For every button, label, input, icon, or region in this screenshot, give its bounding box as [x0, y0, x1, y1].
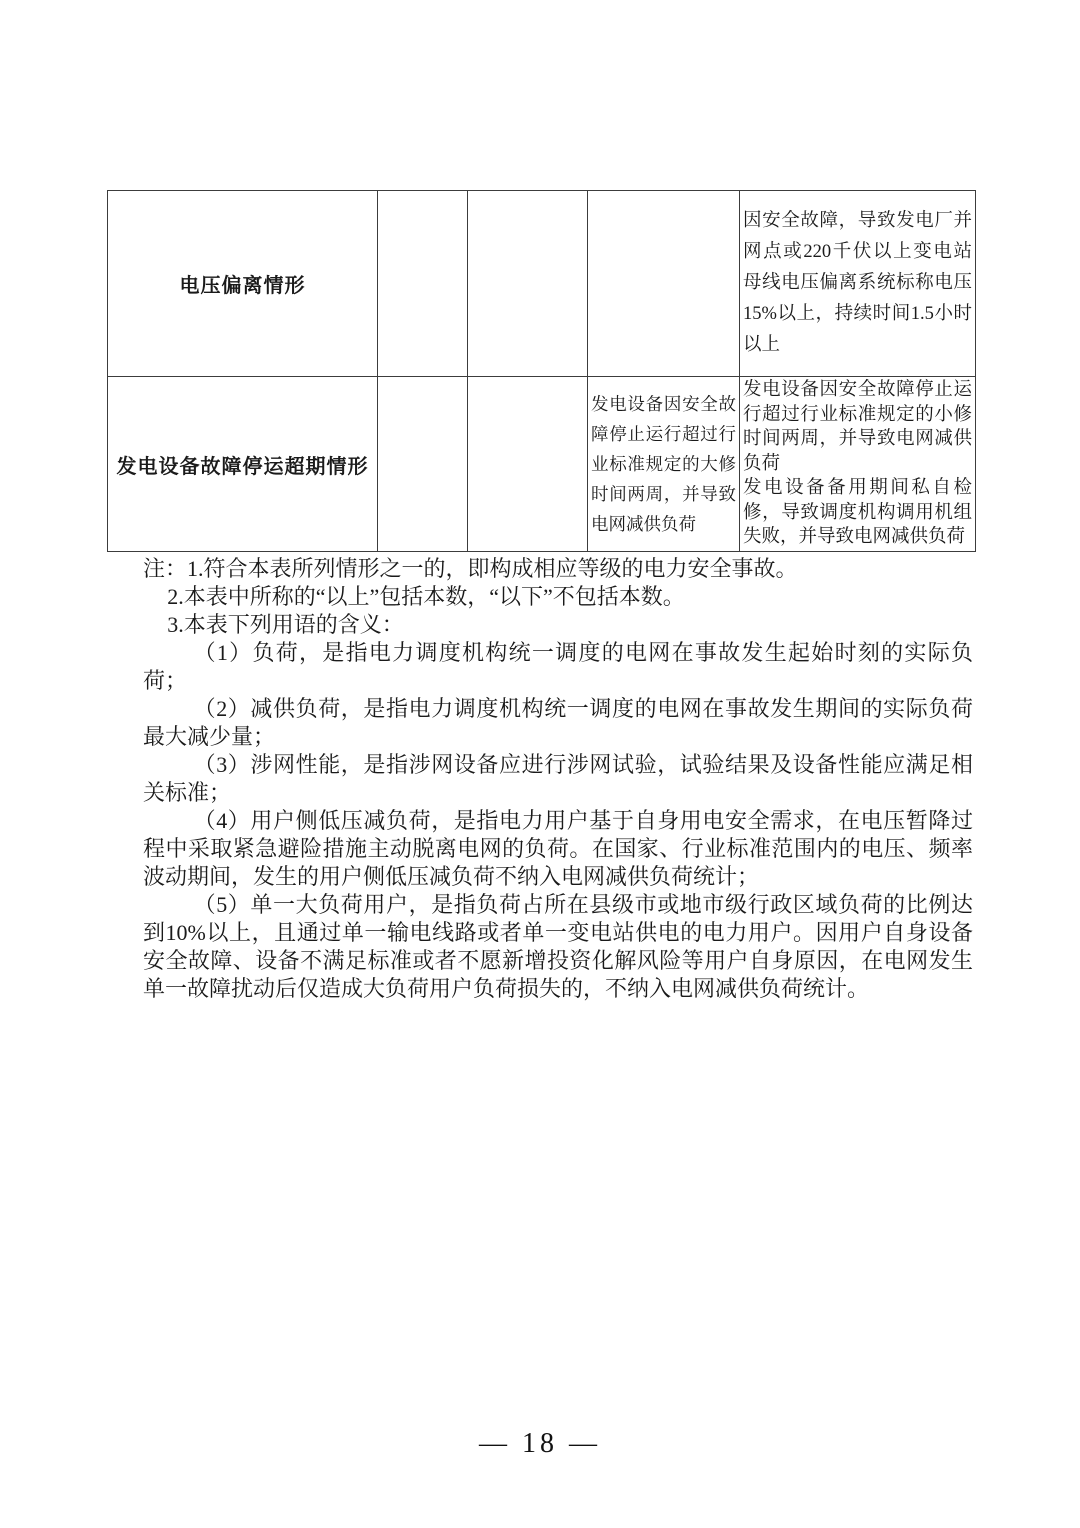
empty-cell	[468, 191, 588, 377]
note-definition-5: （5）单一大负荷用户，是指负荷占所在县级市或地市级行政区域负荷的比例达到10%以上，且通过单一输电线路或者单一变电站供电的电力用户。因用户自身设备安全故障、设备不满足标准或者不愿新增投资化解风险等用户自身原因，在电网发生单一故障扰动后仅造成大负荷用户负荷损失的，不纳入电网减供负荷统计。	[143, 892, 973, 1001]
page-number: — 18 —	[479, 1428, 601, 1459]
empty-cell	[378, 377, 468, 552]
empty-cell	[588, 191, 740, 377]
note-definition-2: （2）减供负荷，是指电力调度机构统一调度的电网在事故发生期间的实际负荷最大减少量；	[143, 696, 973, 749]
empty-cell	[378, 191, 468, 377]
criteria-cell-major-repair: 发电设备因安全故障停止运行超过行业标准规定的大修时间两周，并导致电网减供负荷	[588, 377, 740, 552]
table-row-generation-outage-overdue	[108, 377, 976, 552]
row-label-voltage-deviation: 电压偏离情形	[108, 191, 378, 377]
row-label-generation-outage: 发电设备故障停运超期情形	[108, 377, 378, 552]
note-line-1: 注：1.符合本表所列情形之一的，即构成相应等级的电力安全事故。	[143, 556, 798, 581]
criteria-cell-minor-repair	[740, 377, 976, 552]
note-definition-3: （3）涉网性能，是指涉网设备应进行涉网试验，试验结果及设备性能应满足相关标准；	[143, 752, 973, 805]
note-definition-4: （4）用户侧低压减负荷，是指电力用户基于自身用电安全需求，在电压暂降过程中采取紧急避险措施主动脱离电网的负荷。在国家、行业标准范围内的电压、频率波动期间，发生的用户侧低压减负荷不纳入电网减供负荷统计；	[143, 808, 973, 889]
criteria-paragraph: 发电设备备用期间私自检修，导致调度机构调用机组失败，并导致电网减供负荷	[743, 478, 972, 548]
empty-cell	[468, 377, 588, 552]
criteria-cell-voltage-deviation: 因安全故障，导致发电厂并网点或220千伏以上变电站母线电压偏离系统标称电压15%以上，持续时间1.5小时以上	[740, 191, 976, 377]
notes-section	[143, 555, 973, 1003]
accident-grading-table	[107, 190, 976, 552]
note-line-3: 3.本表下列用语的含义：	[167, 612, 404, 637]
note-line-2: 2.本表中所称的“以上”包括本数，“以下”不包括本数。	[167, 584, 685, 609]
criteria-paragraph: 发电设备因安全故障停止运行超过行业标准规定的小修时间两周，并导致电网减供负荷	[743, 380, 972, 474]
note-definition-1: （1）负荷，是指电力调度机构统一调度的电网在事故发生起始时刻的实际负荷；	[143, 640, 973, 693]
table-row-voltage-deviation	[108, 191, 976, 377]
